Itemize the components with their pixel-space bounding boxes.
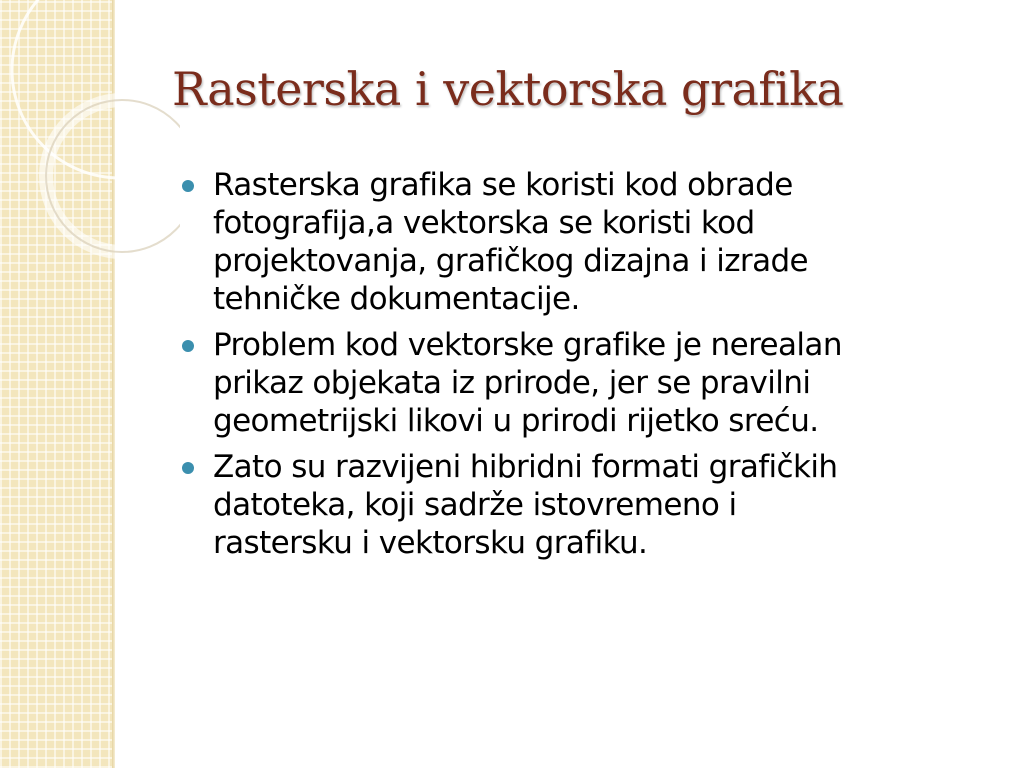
decorative-ring-medium <box>46 100 180 252</box>
bullet-item <box>182 448 1002 562</box>
bullet-dot-icon <box>182 462 194 474</box>
slide-title: Rasterska i vektorska grafika <box>172 62 844 116</box>
decorative-ring-large <box>12 0 180 178</box>
decorative-rings <box>0 0 180 300</box>
bullet-line: Zato su razvijeni hibridni formati grafičkih <box>213 449 838 485</box>
bullet-line: projektovanja, grafičkog dizajna i izrade <box>213 243 809 279</box>
bullet-line: Rasterska grafika se koristi kod obrade <box>213 167 793 203</box>
bullet-line: rastersku i vektorsku grafiku. <box>213 525 648 561</box>
bullet-list <box>182 166 1002 570</box>
bullet-line: prikaz objekata iz prirode, jer se pravilni <box>213 365 811 401</box>
bullet-item <box>182 326 1002 440</box>
bullet-item <box>182 166 1002 318</box>
bullet-dot-icon <box>182 180 194 192</box>
bullet-line: geometrijski likovi u prirodi rijetko sreću. <box>213 403 819 439</box>
bullet-line: datoteka, koji sadrže istovremeno i <box>213 487 737 523</box>
bullet-line: Problem kod vektorske grafike je nerealan <box>213 327 842 363</box>
bullet-line: tehničke dokumentacije. <box>213 281 580 317</box>
bullet-dot-icon <box>182 340 194 352</box>
bullet-line: fotografija,a vektorska se koristi kod <box>213 205 755 241</box>
